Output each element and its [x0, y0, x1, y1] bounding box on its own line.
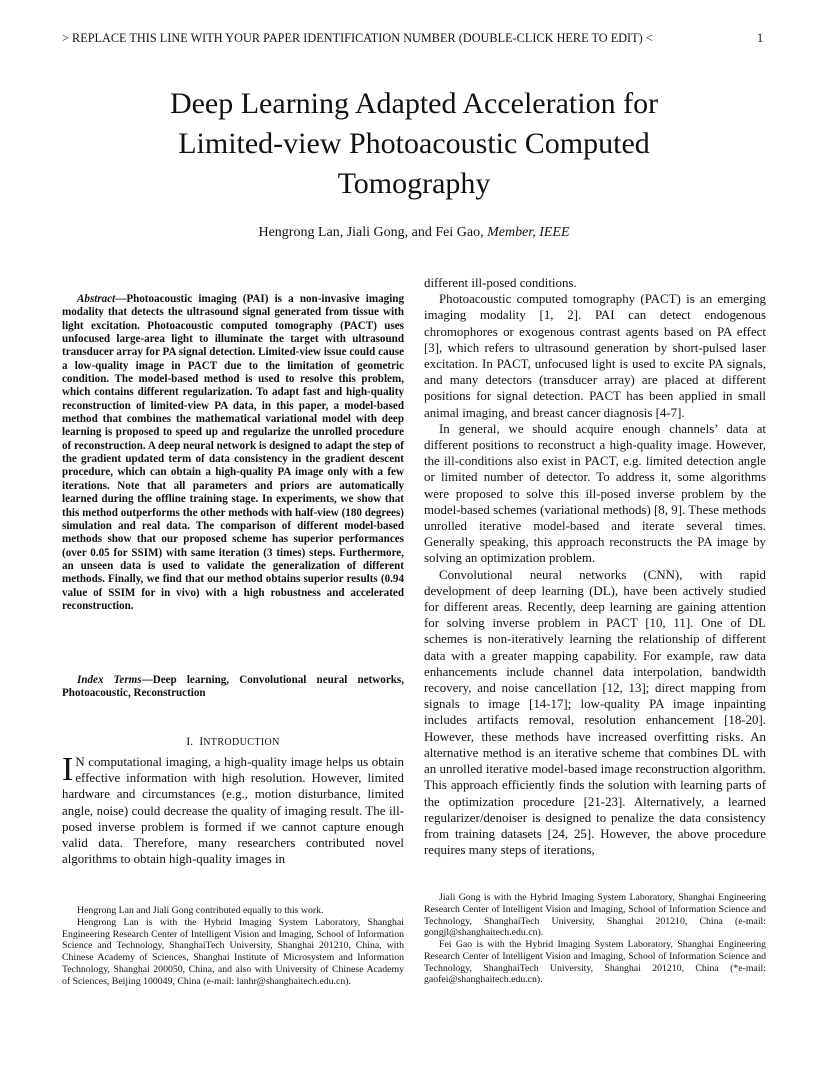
paragraph-pact: Photoacoustic computed tomography (PACT) is an emerging imaging modality [1, 2]. PAI can detect endogenous chromophores or exogenous contrast agents based on PA effect [3], which refers to ultrasound generation by short-pulsed laser excitation. In PACT, unfocused light is used to excite PA signals, and many detectors (transducer array) are placed at different positions for signal detection. PACT has been applied in small animal imaging, and breast cancer diagnosis [4-7].	[424, 292, 766, 420]
abstract	[62, 293, 404, 613]
footnote-equal-contribution: Hengrong Lan and Jiali Gong contributed equally to this work.	[77, 905, 324, 916]
section-numeral: I.	[186, 734, 194, 748]
section-title-cap: I	[199, 734, 204, 748]
paragraph-continued: different ill-posed conditions.	[424, 276, 577, 290]
index-terms	[62, 674, 404, 701]
section-heading-introduction	[62, 734, 404, 749]
intro-paragraph	[62, 751, 404, 867]
title-line-3: Tomography	[337, 167, 491, 200]
index-terms-text: —Deep learning, Convolutional neural networks, Photoacoustic, Reconstruction	[62, 674, 404, 700]
index-terms-label: Index Terms	[77, 674, 142, 686]
title-line-2: Limited-view Photoacoustic Computed	[178, 127, 650, 160]
paragraph-cnn: Convolutional neural networks (CNN), with rapid development of deep learning (DL), have been actively studied for different areas. Recently, deep learning are gaining attention for solving inverse problem in PACT [10, 11]. One of DL schemes is non-iteratively learning the relationship of different data with a greater mapping capability. For example, raw data enhancements include channel data interpolation, bandwidth recovery, and noise cancellation [12, 13]; direct mapping from signals to image [14-17]; low-quality PA image inpainting includes artifacts removal, resolution enhancement [18-20]. However, these methods have increased overfitting risks. An alternative method is an iterative scheme that combines DL with an unrolled iterative model-based image reconstruction algorithm. This approach efficiently finds the solution with learning parts of the optimization procedure [21-23]. Alternatively, a learned regularizer/denoiser is designed to penalize the data consistency from training datasets [24, 25]. However, the above procedure requires many steps of iterations,	[424, 567, 766, 858]
intro-text: N computational imaging, a high-quality image helps us obtain effective information with high resolution. However, limited hardware and circumstances (e.g., motion disturbance, limited angle, noise) could decrease the quality of imaging result. The ill-posed inverse problem is formed if we cannot capture enough valid data. Therefore, many researchers contributed novel algorithms to obtain high-quality images in	[62, 755, 404, 867]
paragraph-ill-conditions: In general, we should acquire enough channels’ data at different positions to reconstruct a high-quality image. However, the ill-conditions also exist in PACT, e.g. limited detection angle or limited number of detector. To address it, some algorithms were proposed to solve this ill-posed inverse problem by the model-based schemes (variational methods) [8, 9]. These methods unrolled iterative model-based and iterate several times. Generally speaking, this approach reconstructs the PA image by solving an optimization problem.	[424, 421, 766, 566]
drop-cap: I	[62, 751, 74, 788]
page-number: 1	[757, 31, 764, 45]
author-line	[84, 225, 744, 241]
author-membership: Member, IEEE	[487, 225, 570, 240]
footnote-hengrong-lan: Hengrong Lan is with the Hybrid Imaging System Laboratory, Shanghai Engineering Research Center of Intelligent Vision and Imaging, School of Information Science and Technology, ShanghaiTech University, Shanghai 201210, China, with Chinese Academy of Sciences, Shanghai Institute of Microsystem and Information Technology, Shanghai 200050, China, and also with University of Chinese Academy of Sciences, Beijing 100049, China (e-mail: lanhr@shanghaitech.edu.cn).	[62, 916, 404, 987]
running-header[interactable]: > REPLACE THIS LINE WITH YOUR PAPER IDENTIFICATION NUMBER (DOUBLE-CLICK HERE TO EDIT) <	[62, 31, 653, 45]
abstract-label: Abstract	[77, 293, 116, 305]
title-line-1: Deep Learning Adapted Acceleration for	[169, 87, 659, 120]
footnotes-left	[62, 905, 404, 987]
right-column-body	[424, 275, 766, 858]
footnotes-right	[424, 892, 766, 986]
paper-title	[84, 84, 744, 204]
section-title-rest: NTRODUCTION	[203, 737, 280, 748]
footnote-jiali-gong: Jiali Gong is with the Hybrid Imaging System Laboratory, Shanghai Engineering Research Center of Intelligent Vision and Imaging, School of Information Science and Technology, ShanghaiTech University, Shanghai 201210, China (e-mail: gongjl@shanghaitech.edu.cn).	[424, 892, 766, 939]
footnote-fei-gao: Fei Gao is with the Hybrid Imaging System Laboratory, Shanghai Engineering Research Center of Intelligent Vision and Imaging, School of Information Science and Technology, ShanghaiTech University, Shanghai 201210, China (*e-mail: gaofei@shanghaitech.edu.cn).	[424, 939, 766, 986]
author-names: Hengrong Lan, Jiali Gong, and Fei Gao,	[258, 225, 484, 240]
abstract-text: —Photoacoustic imaging (PAI) is a non-invasive imaging modality that detects the ultrasound signal generated from tissue with light excitation. Photoacoustic computed tomography (PACT) uses unfocused large-area light to illuminate the target with ultrasound transducer array for PA signal detection. Limited-view issue could cause a low-quality image in PACT due to the limitation of geometric condition. The model-based method is used to resolve this problem, which contains different regularization. To adapt fast and high-quality reconstruction of limited-view PA data, in this paper, a model-based method that combines the mathematical variational model with deep learning is proposed to speed up and regularize the unrolled procedure of reconstruction. A deep neural network is designed to adapt the step of the gradient updated term of data consistency in the gradient descent procedure, which can obtain a high-quality PA image only with a few iterations. Note that all parameters and priors are automatically learned during the offline training stage. In experiments, we show that this method outperforms the other methods with half-view (180 degrees) simulation and real data. The comparison of different model-based methods show that our proposed scheme has superior performances (over 0.05 for SSIM) with same iteration (3 times) steps. Furthermore, an unseen data is used to validate the generalization of different methods. Finally, we find that our method obtains superior results (0.94 value of SSIM for in vivo) with a high robustness and accelerated reconstruction.	[62, 293, 404, 612]
